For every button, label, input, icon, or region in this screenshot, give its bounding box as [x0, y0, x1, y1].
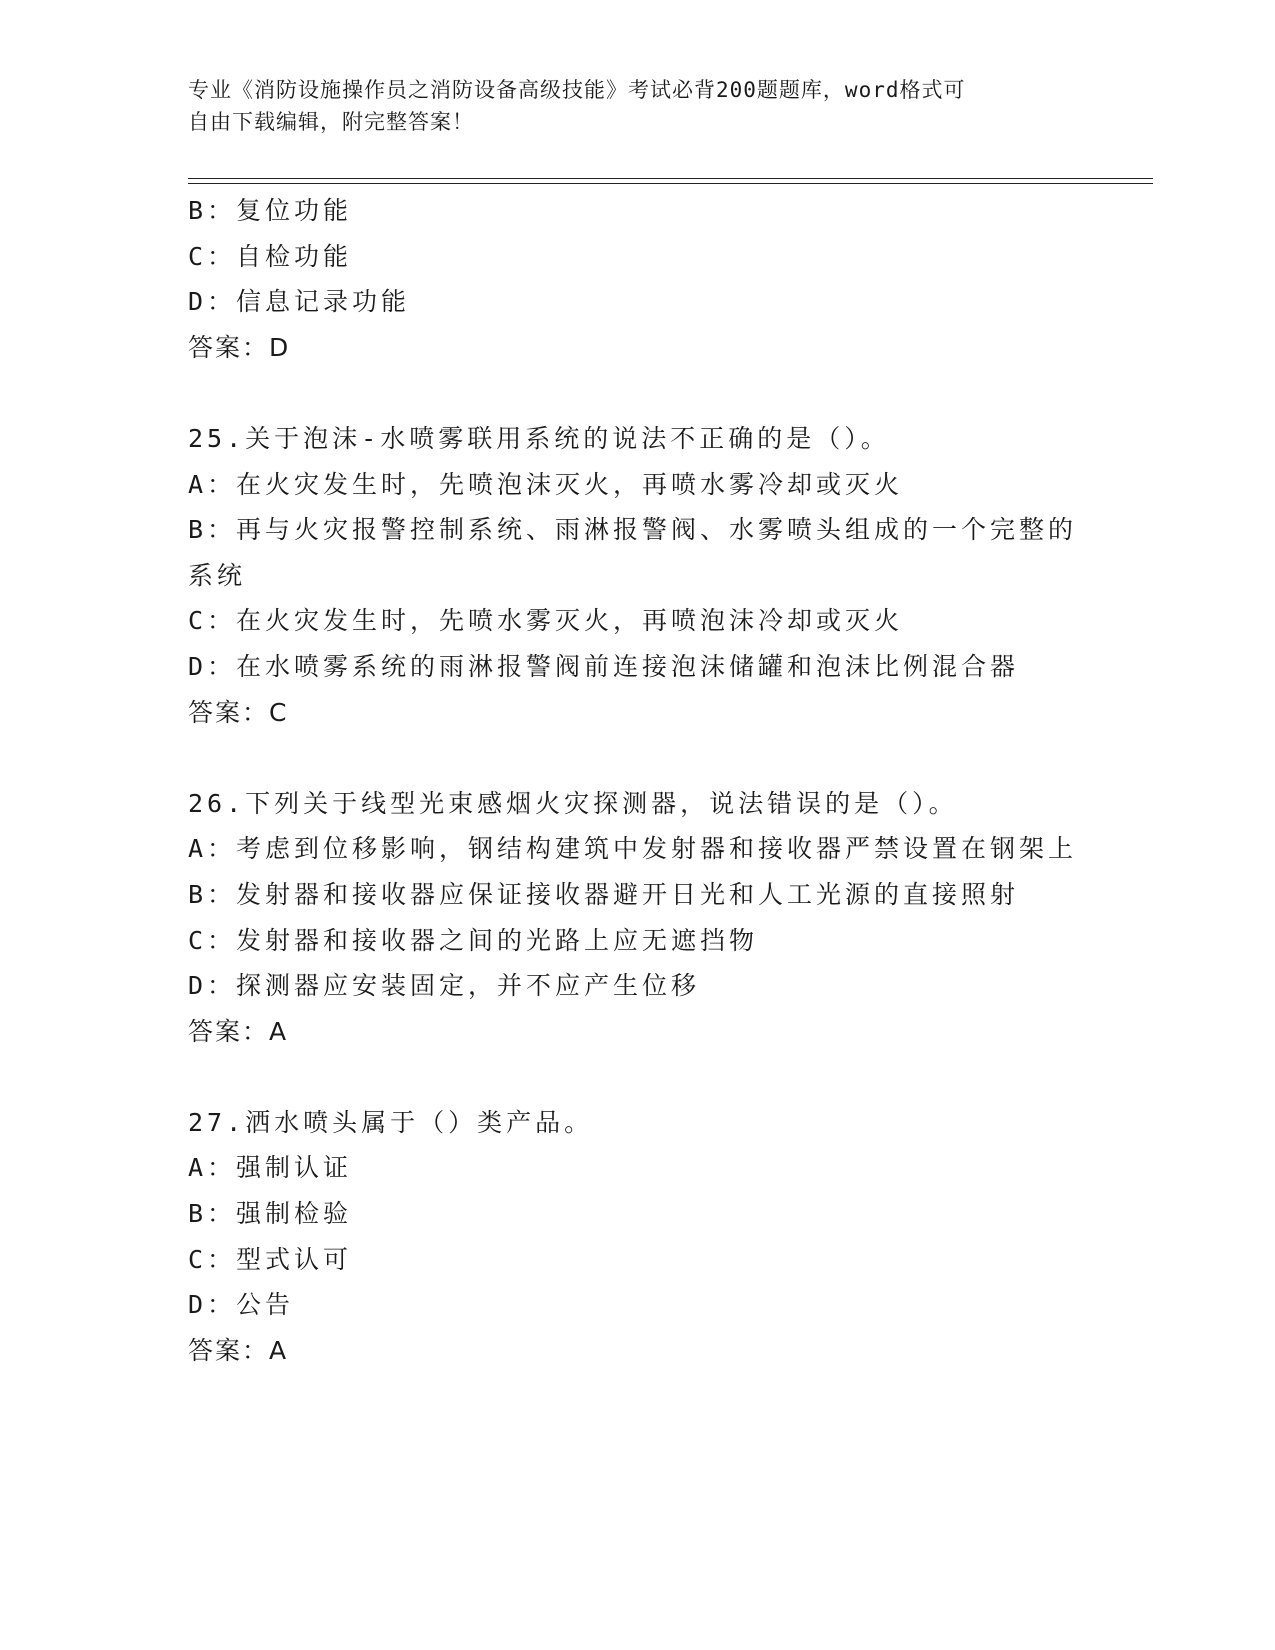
answer: 答案：C	[188, 697, 289, 727]
option-c: C：在火灾发生时，先喷水雾灭火，再喷泡沫冷却或灭火	[188, 606, 904, 636]
document-header	[188, 74, 1088, 138]
option-c: C：发射器和接收器之间的光路上应无遮挡物	[188, 925, 759, 955]
header-line-2: 自由下载编辑，附完整答案！	[188, 110, 474, 134]
header-divider-top	[188, 178, 1153, 179]
answer: 答案：D	[188, 332, 291, 362]
question-27	[188, 1100, 1108, 1374]
option-a: A：在火灾发生时，先喷泡沫灭火，再喷水雾冷却或灭火	[188, 469, 904, 499]
question-spacer	[188, 735, 1108, 781]
question-spacer	[188, 1054, 1108, 1100]
header-line-1: 专业《消防设施操作员之消防设备高级技能》考试必背200题题库，word格式可	[188, 78, 966, 102]
question-24-tail	[188, 188, 1108, 370]
header-divider-bottom	[188, 183, 1153, 184]
question-stem: 27.洒水喷头属于（）类产品。	[188, 1107, 594, 1137]
question-spacer	[188, 370, 1108, 416]
answer: 答案：A	[188, 1335, 289, 1365]
option-d: D：在水喷雾系统的雨淋报警阀前连接泡沫储罐和泡沫比例混合器	[188, 651, 1020, 681]
question-stem: 25.关于泡沫-水喷雾联用系统的说法不正确的是（）。	[188, 423, 890, 453]
option-c: C：型式认可	[188, 1244, 353, 1274]
option-a: A：强制认证	[188, 1153, 353, 1183]
answer: 答案：A	[188, 1016, 289, 1046]
question-stem: 26.下列关于线型光束感烟火灾探测器，说法错误的是（）。	[188, 788, 958, 818]
option-b: B：强制检验	[188, 1199, 353, 1229]
option-b: B：再与火灾报警控制系统、雨淋报警阀、水雾喷头组成的一个完整的	[188, 515, 1078, 545]
option-b: B：复位功能	[188, 196, 353, 225]
option-b: B：发射器和接收器应保证接收器避开日光和人工光源的直接照射	[188, 879, 1020, 909]
option-b-continued: 系统	[188, 560, 247, 590]
question-26	[188, 781, 1108, 1055]
option-d: D：信息记录功能	[188, 287, 411, 317]
option-c: C：自检功能	[188, 241, 353, 271]
option-d: D：探测器应安装固定，并不应产生位移	[188, 971, 701, 1001]
option-a: A：考虑到位移影响，钢结构建筑中发射器和接收器严禁设置在钢架上	[188, 834, 1078, 864]
question-25	[188, 416, 1108, 735]
option-d: D：公告	[188, 1290, 295, 1320]
question-list	[188, 188, 1108, 1373]
